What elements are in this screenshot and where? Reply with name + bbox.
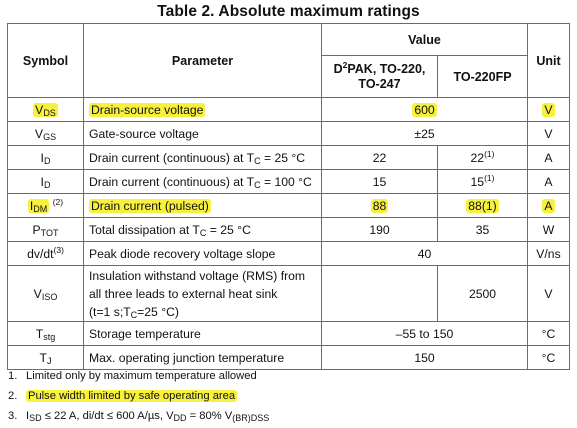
ratings-table — [7, 23, 570, 370]
unit-cell: A — [528, 146, 570, 170]
unit-cell: W — [528, 218, 570, 242]
unit-cell: V/ns — [528, 242, 570, 266]
footnote-3: 3. $I_{SD} \le 22$ A, di/dt ≤ 600 A/µs, $V_{DD} = 80\%$ $V_{(BR)DSS}$ — [8, 410, 270, 423]
unit-cell: A — [528, 194, 570, 218]
value-cell-d2pak: 15 — [322, 170, 438, 194]
symbol-cell: $V_{ISO}$ — [8, 266, 84, 322]
value-cell-to220fp: 88(1) — [438, 194, 528, 218]
symbol-cell: $V_{DS}$ — [8, 98, 84, 122]
header-row — [8, 24, 570, 56]
unit-cell: °C — [528, 322, 570, 346]
parameter-cell: Drain current (continuous) at $T_C = 25$ °C — [84, 146, 322, 170]
symbol-cell: $I_D$ — [8, 146, 84, 170]
value-cell-to220fp: 2500 — [438, 266, 528, 322]
symbol-cell: $I_D$ — [8, 170, 84, 194]
value-cell-d2pak: 88 — [322, 194, 438, 218]
symbol-cell: $P_{TOT}$ — [8, 218, 84, 242]
parameter-cell: Peak diode recovery voltage slope — [84, 242, 322, 266]
table-row — [8, 170, 570, 194]
symbol-cell: $dv/dt^{(3)}$ — [8, 242, 84, 266]
value-cell-d2pak: 22 — [322, 146, 438, 170]
parameter-cell: Gate-source voltage — [84, 122, 322, 146]
unit-cell: A — [528, 170, 570, 194]
table-row — [8, 146, 570, 170]
parameter-cell: Storage temperature — [84, 322, 322, 346]
value-cell-to220fp: 35 — [438, 218, 528, 242]
symbol-cell: $I_{DM}$ $^{(2)}$ — [8, 194, 84, 218]
value-cell: 40 — [322, 242, 528, 266]
table-row — [8, 194, 570, 218]
header-symbol: Symbol — [8, 24, 84, 98]
symbol-cell: $T_{stg}$ — [8, 322, 84, 346]
value-cell-d2pak — [322, 266, 438, 322]
parameter-cell: Drain current (pulsed) — [84, 194, 322, 218]
footnotes — [8, 366, 269, 426]
table-row — [8, 322, 570, 346]
table-title: Table 2. Absolute maximum ratings — [157, 3, 420, 20]
header-parameter: Parameter — [84, 24, 322, 98]
footnote-1: 1. Limited only by maximum temperature allowed — [8, 370, 257, 382]
parameter-cell: Max. operating junction temperature — [84, 346, 322, 370]
table-row — [8, 218, 570, 242]
parameter-cell: Drain-source voltage — [84, 98, 322, 122]
unit-cell: °C — [528, 346, 570, 370]
value-cell-to220fp: 15$^{(1)}$ — [438, 170, 528, 194]
table-row — [8, 266, 570, 322]
value-cell-to220fp: 22$^{(1)}$ — [438, 146, 528, 170]
parameter-cell: Insulation withstand voltage (RMS) from all three leads to external heat sink (t=1 $s;T_C=25$ °C) — [84, 266, 322, 322]
table-row — [8, 122, 570, 146]
symbol-cell: $V_{GS}$ — [8, 122, 84, 146]
table-row — [8, 98, 570, 122]
footnote-2: 2. Pulse width limited by safe operating area — [8, 390, 236, 402]
parameter-cell: Drain current (continuous) at $T_C = 100$ °C — [84, 170, 322, 194]
value-cell: ±25 — [322, 122, 528, 146]
parameter-cell: Total dissipation at $T_C = 25$ °C — [84, 218, 322, 242]
unit-cell: V — [528, 266, 570, 322]
unit-cell: V — [528, 98, 570, 122]
header-unit: Unit — [528, 24, 570, 98]
symbol-cell: $T_J$ — [8, 346, 84, 370]
table-row — [8, 242, 570, 266]
value-cell-d2pak: 190 — [322, 218, 438, 242]
value-cell: 150 — [322, 346, 528, 370]
header-col-to220fp: TO-220FP — [438, 56, 528, 98]
value-cell: –55 to 150 — [322, 322, 528, 346]
header-value: Value — [322, 24, 528, 56]
value-cell: 600 — [322, 98, 528, 122]
unit-cell: V — [528, 122, 570, 146]
header-col-d2pak: $D^2PAK$, TO-220, TO-247 — [322, 56, 438, 98]
